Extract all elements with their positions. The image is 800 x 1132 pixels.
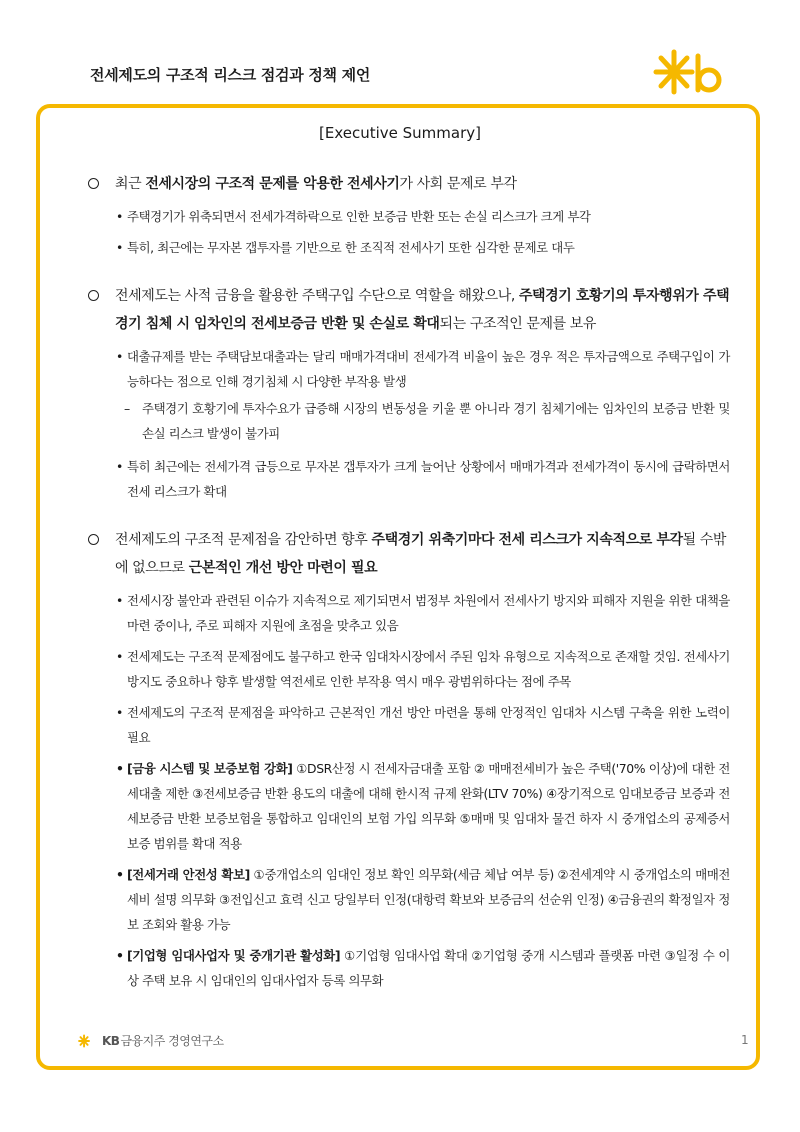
bullet-emphasis: [기업형 임대사업자 및 중개기관 활성화] (127, 948, 341, 963)
summary-content (88, 170, 730, 1015)
bullet-text (127, 644, 730, 694)
dash-mark: – (124, 401, 130, 416)
bullet-text-segment: 특히, 최근에는 무자본 갭투자를 기반으로 한 조직적 전세사기 또한 심각한 문제로 대두 (127, 240, 575, 255)
circle-bullet-icon (88, 178, 99, 189)
emphasis-text: 주택경기 호황기의 투자행위가 주택경기 침체 시 임차인의 전세보증금 반환 및 손실로 확대 (115, 288, 730, 332)
bullet-text-segment: 전세제도의 구조적 문제점을 파악하고 근본적인 개선 방안 마련을 통해 안정적인 임대차 시스템 구축을 위한 노력이 필요 (127, 705, 730, 745)
bullet-item (116, 700, 730, 750)
bullet-text (127, 943, 730, 993)
bullet-item (116, 204, 730, 229)
bullet-emphasis: [전세거래 안전성 확보] (127, 867, 250, 882)
summary-heading: [Executive Summary] (319, 124, 481, 142)
bullet-text-segment: ①DSR산정 시 전세자금대출 포함 ② 매매전세비가 높은 주택('70% 이상)에 대한 전세대출 제한 ③전세보증금 반환 용도의 대출에 대해 한시적 규제 완화(LTV 70%) ④장기적으로 임대보증금 보증과 전세보증금 반환 보증보험을 통합하고 임대인의 보험 가입 의무화 ⑤매매 및 임대차 물건 하자 시 중개업소의 공제증서 보증 범위를 확대 적용 (127, 761, 730, 851)
bullet-list (116, 204, 730, 260)
bullet-mark: • (116, 593, 123, 608)
circle-bullet-icon (88, 290, 99, 301)
bullet-text-segment: ①중개업소의 임대인 정보 확인 의무화(세금 체납 여부 등) ②전세계약 시 중개업소의 매매전세비 설명 의무화 ③전입신고 효력 신고 당일부터 인정(대항력 확보와 보증금의 선순위 인정) ④금융권의 확정일자 정보 조회와 활용 가능 (127, 867, 730, 932)
bullet-item (116, 862, 730, 937)
bullet-text (127, 454, 730, 504)
lead-text-segment: 최근 (115, 176, 146, 192)
section-heading-row (88, 526, 730, 582)
sub-bullet-text: 주택경기 호황기에 투자수요가 급증해 시장의 변동성을 키울 뿐 아니라 경기 침체기에는 임차인의 보증금 반환 및 손실 리스크 발생이 불가피 (142, 401, 730, 441)
kb-star-small-icon (78, 1033, 100, 1049)
bullet-text (127, 862, 730, 937)
bullet-text-segment: 전세시장 불안과 관련된 이슈가 지속적으로 제기되면서 범정부 차원에서 전세사기 방지와 피해자 지원을 위한 대책을 마련 중이나, 주로 피해자 지원에 초점을 맞추고 있음 (127, 593, 730, 633)
bullet-item (116, 644, 730, 694)
lead-text-segment: 되는 구조적인 문제를 보유 (439, 316, 597, 332)
emphasis-text: 주택경기 위축기마다 전세 리스크가 지속적으로 부각 (371, 532, 683, 548)
lead-text-segment: 전세제도의 구조적 문제점을 감안하면 향후 (115, 532, 372, 548)
section-lead-text (115, 526, 730, 582)
bullet-mark: • (116, 349, 123, 364)
bullet-text (127, 588, 730, 638)
bullet-mark: • (116, 649, 123, 664)
bullet-text-segment: 주택경기가 위축되면서 전세가격하락으로 인한 보증금 반환 또는 손실 리스크가 크게 부각 (127, 209, 591, 224)
bullet-text-segment: 대출규제를 받는 주택담보대출과는 달리 매매가격대비 전세가격 비율이 높은 경우 적은 투자금액으로 주택구입이 가능하다는 점으로 인해 경기침체 시 다양한 부작용 발생 (127, 349, 730, 389)
bullet-text (127, 204, 730, 229)
section-2 (88, 282, 730, 504)
bullet-text (127, 756, 730, 856)
bullet-mark: • (116, 459, 123, 474)
bullet-text (127, 344, 730, 394)
section-3 (88, 526, 730, 993)
emphasis-text: 전세시장의 구조적 문제를 악용한 전세사기 (145, 176, 400, 192)
section-heading-row (88, 170, 730, 198)
bullet-item (116, 756, 730, 856)
bullet-mark: • (116, 867, 124, 882)
bullet-mark: • (116, 761, 124, 776)
footer-org: 금융지주 경영연구소 (120, 1034, 224, 1048)
bullet-mark: • (116, 948, 124, 963)
document-title: 전세제도의 구조적 리스크 점검과 정책 제언 (90, 66, 371, 84)
footer-logo (78, 1032, 224, 1049)
bullet-list (116, 588, 730, 993)
page-number: 1 (741, 1033, 749, 1047)
section-lead-text (115, 170, 730, 198)
bullet-mark: • (116, 240, 123, 255)
bullet-text (127, 700, 730, 750)
section-lead-text (115, 282, 730, 338)
bullet-mark: • (116, 209, 123, 224)
bullet-mark: • (116, 705, 123, 720)
circle-bullet-icon (88, 534, 99, 545)
bullet-list (116, 344, 730, 504)
bullet-item (116, 344, 730, 394)
lead-text-segment: 가 사회 문제로 부각 (399, 176, 517, 192)
section-heading-row (88, 282, 730, 338)
bullet-text-segment: ①기업형 임대사업 확대 ②기업형 중개 시스템과 플랫폼 마련 ③일정 수 이상 주택 보유 시 임대인의 임대사업자 등록 의무화 (127, 948, 731, 988)
emphasis-text: 근본적인 개선 방안 마련이 필요 (188, 560, 378, 576)
bullet-item (116, 943, 730, 993)
bullet-text-segment: 전세제도는 구조적 문제점에도 불구하고 한국 임대차시장에서 주된 임차 유형으로 지속적으로 존재할 것임. 전세사기 방지도 중요하나 향후 발생할 역전세로 인한 부작용 역시 매우 광범위하다는 점에 주목 (127, 649, 730, 689)
bullet-item (116, 454, 730, 504)
footer-brand: KB (102, 1033, 120, 1048)
sub-bullet-item (124, 396, 730, 446)
bullet-item (116, 588, 730, 638)
bullet-text-segment: 특히 최근에는 전세가격 급등으로 무자본 갭투자가 크게 늘어난 상황에서 매매가격과 전세가격이 동시에 급락하면서 전세 리스크가 확대 (127, 459, 730, 499)
bullet-emphasis: [금융 시스템 및 보증보험 강화] (127, 761, 293, 776)
lead-text-segment: 될 수밖에 없으므로 (115, 532, 727, 576)
bullet-item (116, 235, 730, 260)
kb-star-logo (652, 46, 732, 98)
section-1 (88, 170, 730, 260)
bullet-text (127, 235, 730, 260)
lead-text-segment: 전세제도는 사적 금융을 활용한 주택구입 수단으로 역할을 해왔으나, (115, 288, 519, 304)
